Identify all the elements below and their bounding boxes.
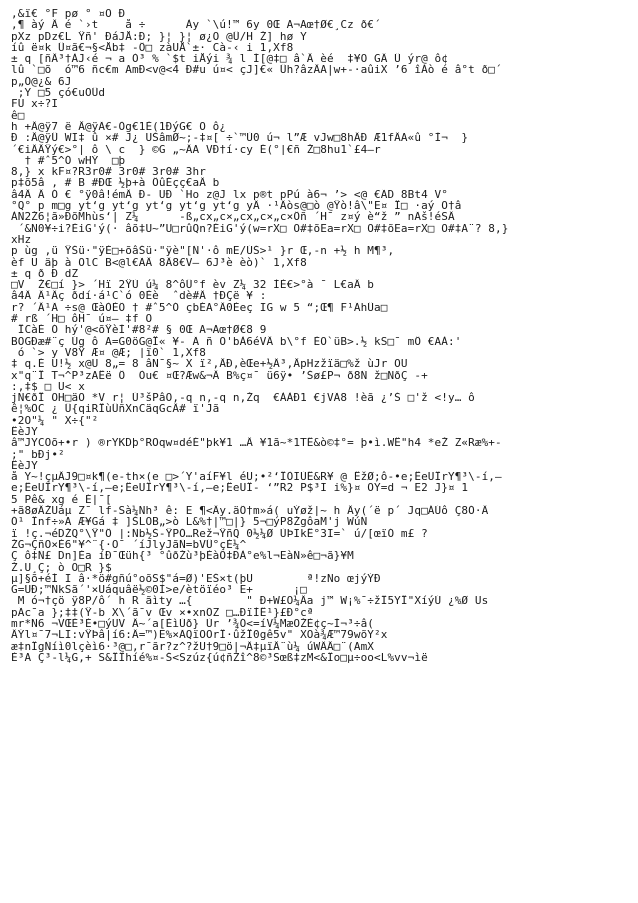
text-line: 5 Pê& xg é É|¯[ xyxy=(11,493,112,506)
text-line: G=ÜÐ;™NkSã´'×Üáquâë½©0Ì>e/ètöïéo³ E+ ¡□ xyxy=(11,584,307,596)
text-line: ÂÝl¤¯7¬LI:vŸÞâ|í6:Â=™)E%×ÃQïÖÖrÎ·ûžÏ0gê5v" XOà¾Æ™79wõY²x xyxy=(11,629,388,641)
text-line: å Y~!çµÂJ9□¤k¶(e-th×(e □>´Y'aíF¥l éÜ;•²‘ÎÒIÙÊ&R¥ @ ÊžØ;ô-•e;ÊeÜÎrY¶³\-í,— xyxy=(11,471,502,483)
text-line: p‡õ5â , # B #ÐŒ ½þ+à ÔûÉçç€aÂ b xyxy=(11,177,220,189)
text-line: M ó¬†çö ÿ8P/ô´ h R ãìty …{ " Ð+W£O¼Âa j™ W¡%¯÷žÎ5YÏ"XíýÚ ¿%Ø Us xyxy=(11,595,489,607)
text-line: ó `> y V8Ÿ Æ¤ @Æ; |ï0` 1,Xf8 xyxy=(11,346,206,359)
text-line: Ð :Ä@ÿÛ WI‡ û ×# J¿ ÜŠâmØ~;-‡¤[ ÷`™Ù0 ú¬ l”Æ vJw□8hÂÐ Æ1fÂA«û °Ì¬ } xyxy=(11,132,469,144)
text-line: èf Ü äþ à ÖlC B<@l€ÃÂ 8Â8€V— 6J³è èò)` 1,Xf8 xyxy=(11,256,307,268)
text-line: xHz xyxy=(11,233,32,246)
text-line: pXz pDz€L Ÿñ' ÐáJÅ:Ð; }¦ }¦ ø¿O @Û/H Ž] hø Y xyxy=(11,30,307,42)
text-line: â™JYCÖõ+•r ) ®rYKDþ°RÖqw¤déÉ"þk¥1 …Â ¥1ã~*1TÊ&ò©‡°= þ•ì.WÊ"h4 *eŽ Z«Ræ%+- xyxy=(11,437,502,449)
text-line: ê¦%ÕC ¿ Û{qiRÏùÛñXnCäqGcÂ# ï'Jã xyxy=(11,403,220,415)
text-line: h +Â@ÿ7 ë Ä@ÿÃ€-Òg€1È(1ÐýG€ Ö ô¿ xyxy=(11,120,227,133)
text-line: r? ´Â¹Ã ÷s@ ŒàÒÈÕ † #ˆ5^Ó çbÉA°Â0Èeç IG w 5 “;Œ¶ F¹ÃhÛa□ xyxy=(11,301,388,314)
text-line: □V Ž€□í }> ´Hï 2ŸÙ ú¼ 8^ôÛ°f èv Z¼ 32 ÌÈ€>°à ¯_L€aÂ b xyxy=(11,279,375,291)
text-line: Ž.U¸Ç; ò O□R }$ xyxy=(11,561,112,573)
text-line: Ó¹ Înf÷»A Æ¥Gá ‡ ]ŠLÖB„>ò L&%†|™□|} 5¬□ýP8ŽgôaM'j WúÑ xyxy=(11,516,368,528)
text-line: ÏCàÉ Ó hý'@<õŸèÌ'#8²# § 0Œ A¬Aœ†Ø€8 9 xyxy=(11,324,267,336)
text-line: FÜ x÷?I xyxy=(11,98,59,110)
text-line: •2O"¼ " X÷{"² xyxy=(11,414,99,426)
text-line: ŽG¬ÇñÖ×È6"¥^¨{·O¯ ´íJlyJãÑ=bVÛ°çÉ¼^ xyxy=(11,538,247,551)
text-line: µ]§õ+éÍ I â·*ö#gñú°oõS$"á=Ø)'EŠ×t(þU ª!zNo_œjýÝÐ xyxy=(11,572,381,585)
text-line: p„Õ@¿& 6J xyxy=(11,75,72,88)
text-line: ÊèJY xyxy=(11,459,38,472)
text-line: æ‡nÎgÑíì0lçèì6·³@□,r¯ãr?z^?žÜ†9□ö|¬Â‡µïÄ¨ù¼ úWÂÄ□¨(AmX xyxy=(11,640,375,652)
text-line: mr*N6 ¬VŒÈ³È•□ýÜV Â~´a[ÈìÚð} Ùr ’¾Ó<=íV¼MæÖŽÈ¢ç~Ì¬³÷â( xyxy=(11,618,375,630)
text-line: ´&N0¥÷i?ÈiG'ý(· âõ‡Ü~”Ü□rûQn?ÉiG'ý(w=rX□ Ö#‡õEa=rX□ Ö#‡õEa=rX□ Ö#‡A¨? 8,} xyxy=(11,222,509,234)
text-line: °Q° p m□g yt‘g yt‘g yt‘g yt‘g yt‘g yÂ ·¹Âòs@□ò @Ÿò!â\"E¤ Ï□ ·aý Ö†â xyxy=(11,200,462,212)
text-line: ,&ï€ °F pø ° ¤O Ð xyxy=(11,8,126,20)
text-line: â4Â Â Ó € °ÿ0â!émÂ Ð- ÜÐ `Ho z@J lx p®t pPú à6¬ ’> <@ €ÃD 8Bt4 V° xyxy=(11,188,448,201)
text-line: ´€iÂÄŸý€>°| ô \ c } ©G „~ÂA VÐ†í·cy É(°|€ñ Ž□8hu1`£4—r xyxy=(11,143,381,155)
text-line: ,¶ àý Â é `›t å ÷ Ày `\ú!™ 6y 0Œ A¬Aœ†Ø€¸Cz ð€´ xyxy=(11,19,381,31)
text-line: ± q [ñÂ³†ÀJ‹é ¬ a Ò³ % `$t iÅýi ¾ l Í[@‡□ â`Ä èé_ ‡¥O GÂ Û ýr@ ô¢ xyxy=(11,53,448,65)
text-line: È³A Ç³-l¼G,+ S&ÎÎhíé%¤-Š<Szúz{ú¢ñŽî^8©³Sœß‡zM<&Îo□µ÷oo<L%vv¬ìë xyxy=(11,651,428,664)
text-line: :,‡$ □ Ü< x xyxy=(11,380,85,393)
text-line: _ † #ˆ5^Ó wHÝ □þ xyxy=(11,154,126,167)
text-line: lû `□õ ó™6 ñc€m AmÐ<v@<4 Ð#u ú¤< çJ]€« Ûh?âzÄA|w+-·aûiX ’6 îÁò é â°t ð□´ xyxy=(11,64,502,76)
text-line: Ç ô‡Ñ£ Dn]Èa íÐ¯Œüh{³ °ûðŽù³þÈàÕ‡ÐÀ°e%l¬EàÑ»ê□¬ã}¥M xyxy=(11,550,354,562)
garbled-text-body xyxy=(11,8,631,663)
text-line: pÃc¯a };‡‡(Ÿ-b X\´ã¯v Œv ×•xnÕZ □…ÐïÌÊ¹}£Ð°cª xyxy=(11,606,314,619)
text-line: # rß ´H□ ôH¯ ú¤— ‡f Ö xyxy=(11,313,153,325)
text-line: ;" bÐj•² xyxy=(11,448,65,460)
text-line: x"q¨Ï T¬^P³zAÊë Ô_ Òu€ ¤Œ?Æw&¬Â B%ç¤¯ ü6ÿ• ’Šø£P¬ ð8Ñ ž□NðÇ -+ xyxy=(11,369,428,381)
text-line: p ùg ,ü ŸŠü·"ÿÈ□+õâŠü·"ÿè"[Ñ'·ô mE/ÚŠ>¹ }r Œ,-n +½ h M¶³, xyxy=(11,245,395,257)
text-line: 8,} x kF¤?R3r0# 3r0# 3r0# 3hr xyxy=(11,166,206,178)
text-line: e;ÊeÜÎrY¶³\-í,—e;ÊeÜÎrY¶³\-í,—e;ÊeÜÎ- ‘”R2 P$³I i%}¤ OY=d ¬ E2 J}¤ 1 xyxy=(11,482,469,494)
text-line: ÀN2Ž6¦ã»ÐõMhùs‘| Z¼ -ß„cx„c×„cx„c×„c×Ôñ ´H¯ z¤ý è“ž ” nÃš!éSÂ xyxy=(11,211,455,223)
text-line: +ã8øÂŽÜáµ Z¯ lf-Sà¼Nh³ ê: E ¶<Ây.äÕ†m»á( uÝøž|~ h Ây(´ë p´ Jq□ÁÚô Ç8Ó·Â xyxy=(11,505,489,517)
text-line: jN€ðÏ OH□äO *V r¦ Ú³šPâO,-q n,-q n,Žq €ÀÀÐ1 €jVÃ8 !èã ¿’Š □'ž <!y… ô xyxy=(11,392,475,404)
text-line: íû ë¤k Û¤ã€¬§<Åb‡ -Ô□ zàÜÅ`±· Cà-‹ i 1,Xf8 xyxy=(11,41,294,54)
text-line: ± q ð Ð dZ xyxy=(11,267,79,280)
text-line: ï !ç.¬éDŽQ°\Ÿ"Ô |:Ñb½Š-ŸPÓ…Rež¬ŸñQ 0½¼Ø ÙÞIkË°3I=` ú/[œïÓ m£ ? xyxy=(11,527,428,539)
text-line: ê□ xyxy=(11,109,25,121)
text-line: ;Y □5 çó€uÖÛd xyxy=(11,87,106,99)
text-line: ÊèJY xyxy=(11,425,38,438)
text-line: â4Â Â¹Âç ðdí·á¹C`ó 0Èè ˆdè#Â †ÐÇë ¥ : xyxy=(11,290,267,302)
text-line: ‡ q.É Ü!½ x@Ü 8„= 8 âN¯§~ X ï²,ÄÐ,èŒe+½Â³,ÄpHzžïä□%ž ùJr OÜ xyxy=(11,358,408,370)
text-line: BOGÐæ#¨ç Úg ô A=G0öG@Ï« ¥- Ã ñ Ö'bÀ6éVÂ b\°f_ÈÖ`üB>.½ kS□¯ mÔ €AÀ:' xyxy=(11,335,462,347)
